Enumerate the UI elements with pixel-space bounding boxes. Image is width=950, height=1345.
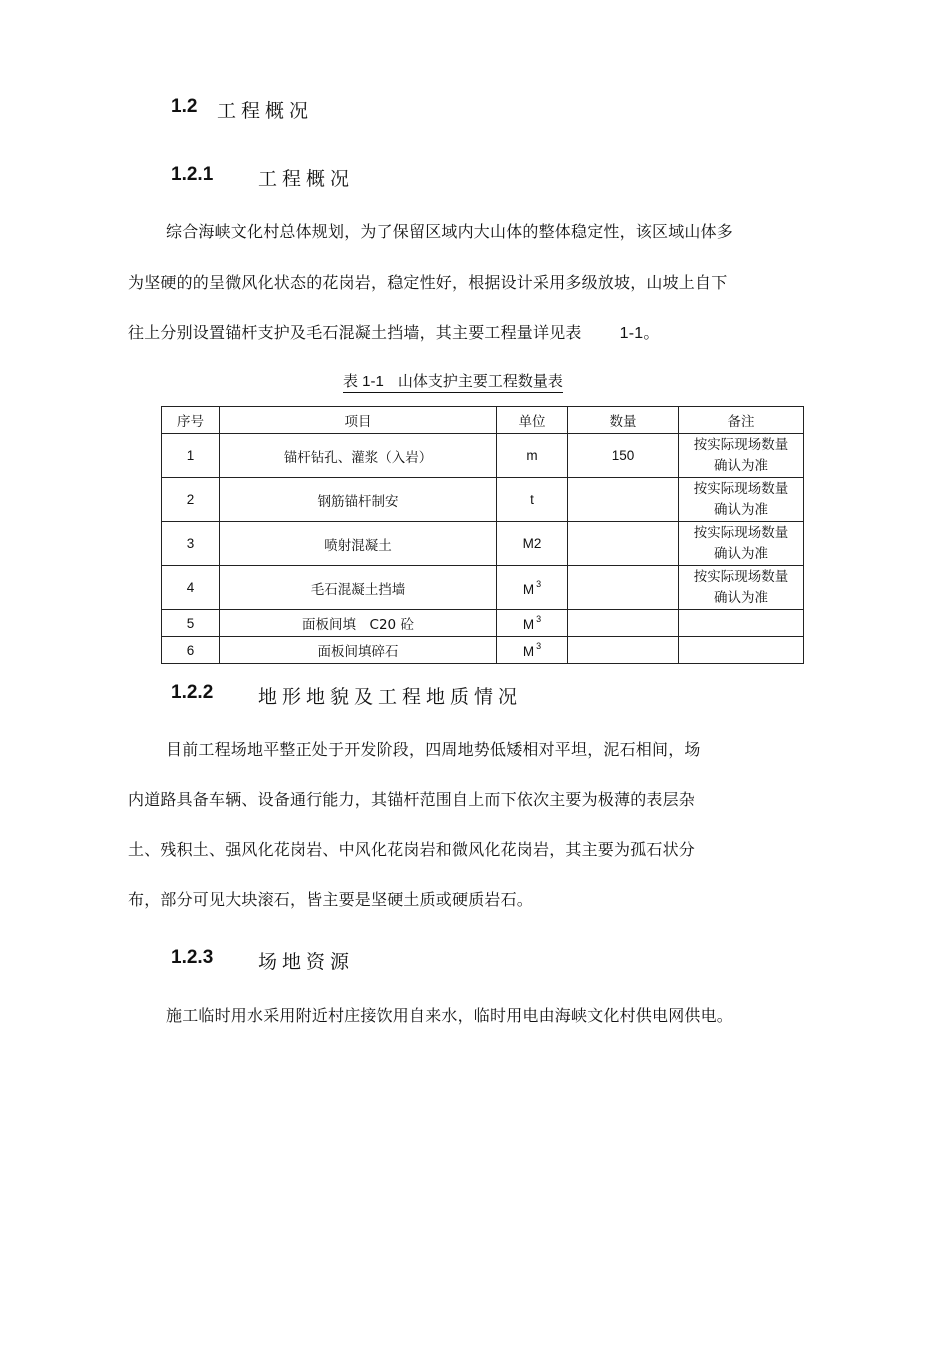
unit-text: m bbox=[526, 448, 538, 463]
section-1-2-title: 工程概况 bbox=[217, 100, 314, 122]
unit-exponent: 3 bbox=[536, 578, 542, 589]
quantity-table bbox=[161, 406, 804, 664]
cell-unit bbox=[497, 434, 568, 478]
paragraph-line: 内道路具备车辆、设备通行能力，其锚杆范围自上而下依次主要为极薄的表层杂 bbox=[128, 790, 696, 809]
table-row bbox=[162, 434, 804, 478]
section-1-2-number: 1.2 bbox=[171, 96, 198, 117]
cell-no: 1 bbox=[162, 434, 220, 478]
paragraph-line bbox=[128, 320, 660, 343]
paragraph-line: 目前工程场地平整正处于开发阶段，四周地势低矮相对平坦，泥石相间，场 bbox=[166, 740, 701, 759]
section-1-2-1-number: 1.2.1 bbox=[171, 164, 214, 185]
cell-qty bbox=[568, 566, 679, 610]
table-row bbox=[162, 610, 804, 637]
table-caption bbox=[343, 370, 563, 393]
header-cell-no: 序号 bbox=[162, 407, 220, 434]
table-row bbox=[162, 522, 804, 566]
table-row bbox=[162, 566, 804, 610]
header-cell-item: 项目 bbox=[220, 407, 497, 434]
unit-text: M bbox=[522, 644, 535, 659]
cell-remark: 按实际现场数量确认为准 bbox=[679, 566, 804, 610]
paragraph-line-text: 往上分别设置锚杆支护及毛石混凝土挡墙，其主要工程量详见表 bbox=[128, 323, 582, 342]
cell-item: 毛石混凝土挡墙 bbox=[220, 566, 497, 610]
unit-exponent: 3 bbox=[536, 614, 542, 624]
cell-qty bbox=[568, 610, 679, 637]
cell-qty: 150 bbox=[568, 434, 679, 478]
section-1-2-2-number: 1.2.2 bbox=[171, 682, 214, 703]
section-1-2-3-title: 场地资源 bbox=[258, 951, 355, 973]
cell-remark: 按实际现场数量确认为准 bbox=[679, 434, 804, 478]
unit-text: M2 bbox=[522, 536, 542, 551]
cell-remark bbox=[679, 637, 804, 664]
header-cell-remark: 备注 bbox=[679, 407, 804, 434]
table-reference: 1-1。 bbox=[619, 325, 660, 342]
cell-no: 4 bbox=[162, 566, 220, 610]
header-cell-unit: 单位 bbox=[497, 407, 568, 434]
unit-text: t bbox=[530, 492, 534, 507]
cell-unit bbox=[497, 566, 568, 610]
paragraph-line: 施工临时用水采用附近村庄接饮用自来水，临时用电由海峡文化村供电网供电。 bbox=[166, 1006, 734, 1025]
cell-no: 3 bbox=[162, 522, 220, 566]
cell-item: 面板间填碎石 bbox=[220, 637, 497, 664]
cell-item: 锚杆钻孔、灌浆（入岩） bbox=[220, 434, 497, 478]
header-cell-qty: 数量 bbox=[568, 407, 679, 434]
cell-remark: 按实际现场数量确认为准 bbox=[679, 478, 804, 522]
section-1-2-1-title: 工程概况 bbox=[258, 168, 355, 190]
section-1-2-2-title: 地形地貌及工程地质情况 bbox=[258, 686, 523, 708]
cell-unit bbox=[497, 637, 568, 664]
cell-unit bbox=[497, 522, 568, 566]
section-1-2-3-number: 1.2.3 bbox=[171, 947, 214, 968]
cell-no: 6 bbox=[162, 637, 220, 664]
table-row bbox=[162, 637, 804, 664]
cell-no: 2 bbox=[162, 478, 220, 522]
paragraph-line: 为坚硬的的呈微风化状态的花岗岩，稳定性好，根据设计采用多级放坡，山坡上自下 bbox=[128, 273, 728, 292]
cell-item: 面板间填 C20 砼 bbox=[220, 610, 497, 637]
unit-text: M bbox=[522, 617, 535, 632]
cell-qty bbox=[568, 637, 679, 664]
cell-qty bbox=[568, 478, 679, 522]
unit-text: M bbox=[522, 581, 535, 597]
cell-item: 喷射混凝土 bbox=[220, 522, 497, 566]
paragraph-line: 综合海峡文化村总体规划，为了保留区域内大山体的整体稳定性，该区域山体多 bbox=[166, 222, 734, 241]
cell-unit bbox=[497, 610, 568, 637]
paragraph-line: 布，部分可见大块滚石，皆主要是坚硬土质或硬质岩石。 bbox=[128, 890, 534, 909]
cell-no: 5 bbox=[162, 610, 220, 637]
cell-item: 钢筋锚杆制安 bbox=[220, 478, 497, 522]
cell-qty bbox=[568, 522, 679, 566]
cell-remark: 按实际现场数量确认为准 bbox=[679, 522, 804, 566]
table-row bbox=[162, 478, 804, 522]
table-caption-number: 表 1-1 bbox=[343, 373, 384, 390]
cell-remark bbox=[679, 610, 804, 637]
unit-exponent: 3 bbox=[536, 641, 542, 651]
cell-unit bbox=[497, 478, 568, 522]
table-header-row bbox=[162, 407, 804, 434]
table-caption-title: 山体支护主要工程数量表 bbox=[397, 372, 563, 390]
paragraph-line: 土、残积土、强风化花岗岩、中风化花岗岩和微风化花岗岩，其主要为孤石状分 bbox=[128, 840, 696, 859]
